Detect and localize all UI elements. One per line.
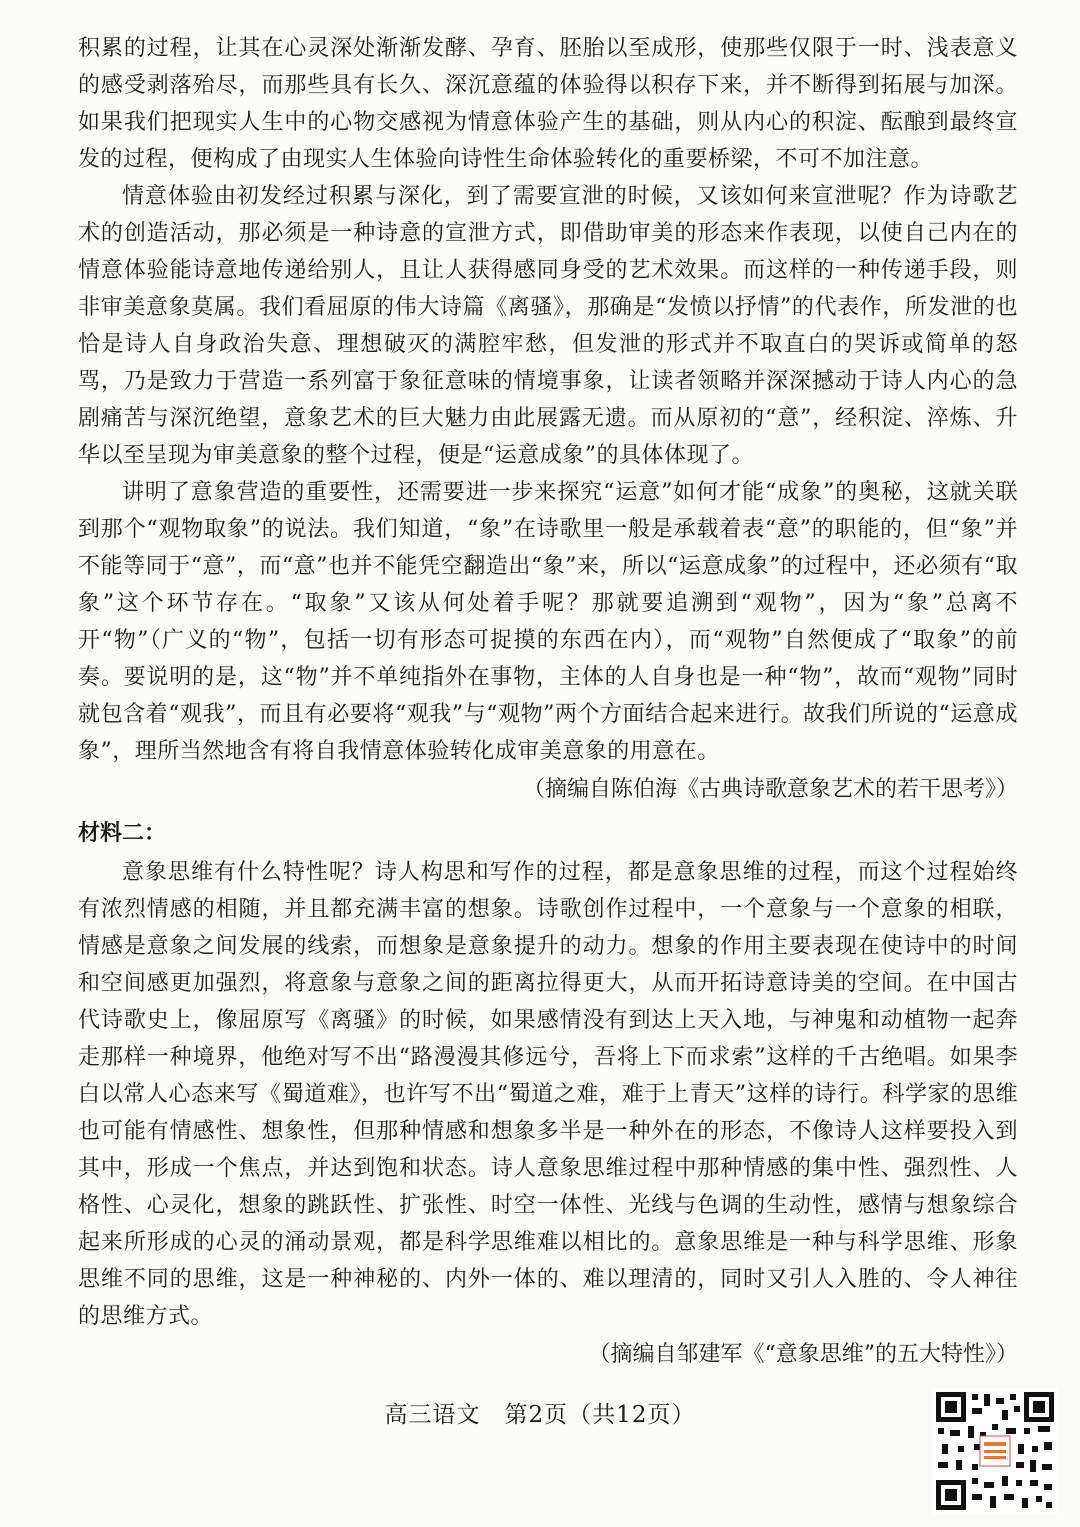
material2-paragraph-1: 意象思维有什么特性呢？诗人构思和写作的过程，都是意象思维的过程，而这个过程始终有浓烈情感的相随，并且都充满丰富的想象。诗歌创作过程中，一个意象与一个意象的相联，情感是意象之间发展的线索，而想象是意象提升的动力。想象的作用主要表现在使诗中的时间和空间感更加强烈，将意象与意象之间的距离拉得更大，从而开拓诗意诗美的空间。在中国古代诗歌史上，像屈原写《离骚》的时候，如果感情没有到达上天入地，与神鬼和动植物一起奔走那样一种境界，他绝对写不出“路漫漫其修远兮，吾将上下而求索”这样的千古绝唱。如果李白以常人心态来写《蜀道难》，也许写不出“蜀道之难，难于上青天”这样的诗行。科学家的思维也可能有情感性、想象性，但那种情感和想象多半是一种外在的形态，不像诗人这样要投入到其中，形成一个焦点，并达到饱和状态。诗人意象思维过程中那种情感的集中性、强烈性、人格性、心灵化，想象的跳跃性、扩张性、时空一体性、光线与色调的生动性，感情与想象综合起来所形成的心灵的涌动景观，都是科学思维难以相比的。意象思维是一种与科学思维、形象思维不同的思维，这是一种神秘的、内外一体的、难以理清的，同时又引人入胜的、令人神往的思维方式。 <box>78 860 1018 1329</box>
material1-paragraph-1: 积累的过程，让其在心灵深处渐渐发酵、孕育、胚胎以至成形，使那些仅限于一时、浅表意义的感受剥落殆尽，而那些具有长久、深沉意蕴的体验得以积存下来，并不断得到拓展与加深。如果我们把现实人生中的心物交感视为情意体验产生的基础，则从内心的积淀、酝酿到最终宣发的过程，便构成了由现实人生体验向诗性生命体验转化的重要桥梁，不可不加注意。 <box>78 36 1018 172</box>
material2-heading: 材料二： <box>78 821 167 846</box>
exam-page-content <box>78 30 1018 1379</box>
material1-paragraph-3: 讲明了意象营造的重要性，还需要进一步来探究“运意”如何才能“成象”的奥秘，这就关联到那个“观物取象”的说法。我们知道，“象”在诗歌里一般是承载着表“意”的职能的，但“象”并不能等同于“意”，而“意”也并不能凭空翻造出“象”来，所以“运意成象”的过程中，还必须有“取象”这个环节存在。“取象”又该从何处着手呢？那就要追溯到“观物”，因为“象”总离不开“物”（广义的“物”，包括一切有形态可捉摸的东西在内），而“观物”自然便成了“取象”的前奏。要说明的是，这“物”并不单纯指外在事物，主体的人自身也是一种“物”，故而“观物”同时就包含着“观我”，而且有必要将“观我”与“观物”两个方面结合起来进行。故我们所说的“运意成象”，理所当然地含有将自我情意体验转化成审美意象的用意在。 <box>78 480 1018 764</box>
qr-code-icon <box>932 1388 1058 1514</box>
material2-source: （摘编自邹建军《“意象思维”的五大特性》） <box>588 1342 1018 1367</box>
material1-source: （摘编自陈伯海《古典诗歌意象艺术的若干思考》） <box>522 777 1018 802</box>
material1-paragraph-2: 情意体验由初发经过积累与深化，到了需要宣泄的时候，又该如何来宣泄呢？作为诗歌艺术的创造活动，那必须是一种诗意的宣泄方式，即借助审美的形态来作表现，以使自己内在的情意体验能诗意地传递给别人，且让人获得感同身受的艺术效果。而这样的一种传递手段，则非审美意象莫属。我们看屈原的伟大诗篇《离骚》，那确是“发愤以抒情”的代表作，所发泄的也恰是诗人自身政治失意、理想破灭的满腔牢愁，但发泄的形式并不取直白的哭诉或简单的怒骂，乃是致力于营造一系列富于象征意味的情境事象，让读者领略并深深撼动于诗人内心的急剧痛苦与深沉绝望，意象艺术的巨大魅力由此展露无遗。而从原初的“意”，经积淀、淬炼、升华以至呈现为审美意象的整个过程，便是“运意成象”的具体体现了。 <box>78 184 1018 468</box>
page-footer: 高三语文 第2页（共12页） <box>384 1402 696 1428</box>
